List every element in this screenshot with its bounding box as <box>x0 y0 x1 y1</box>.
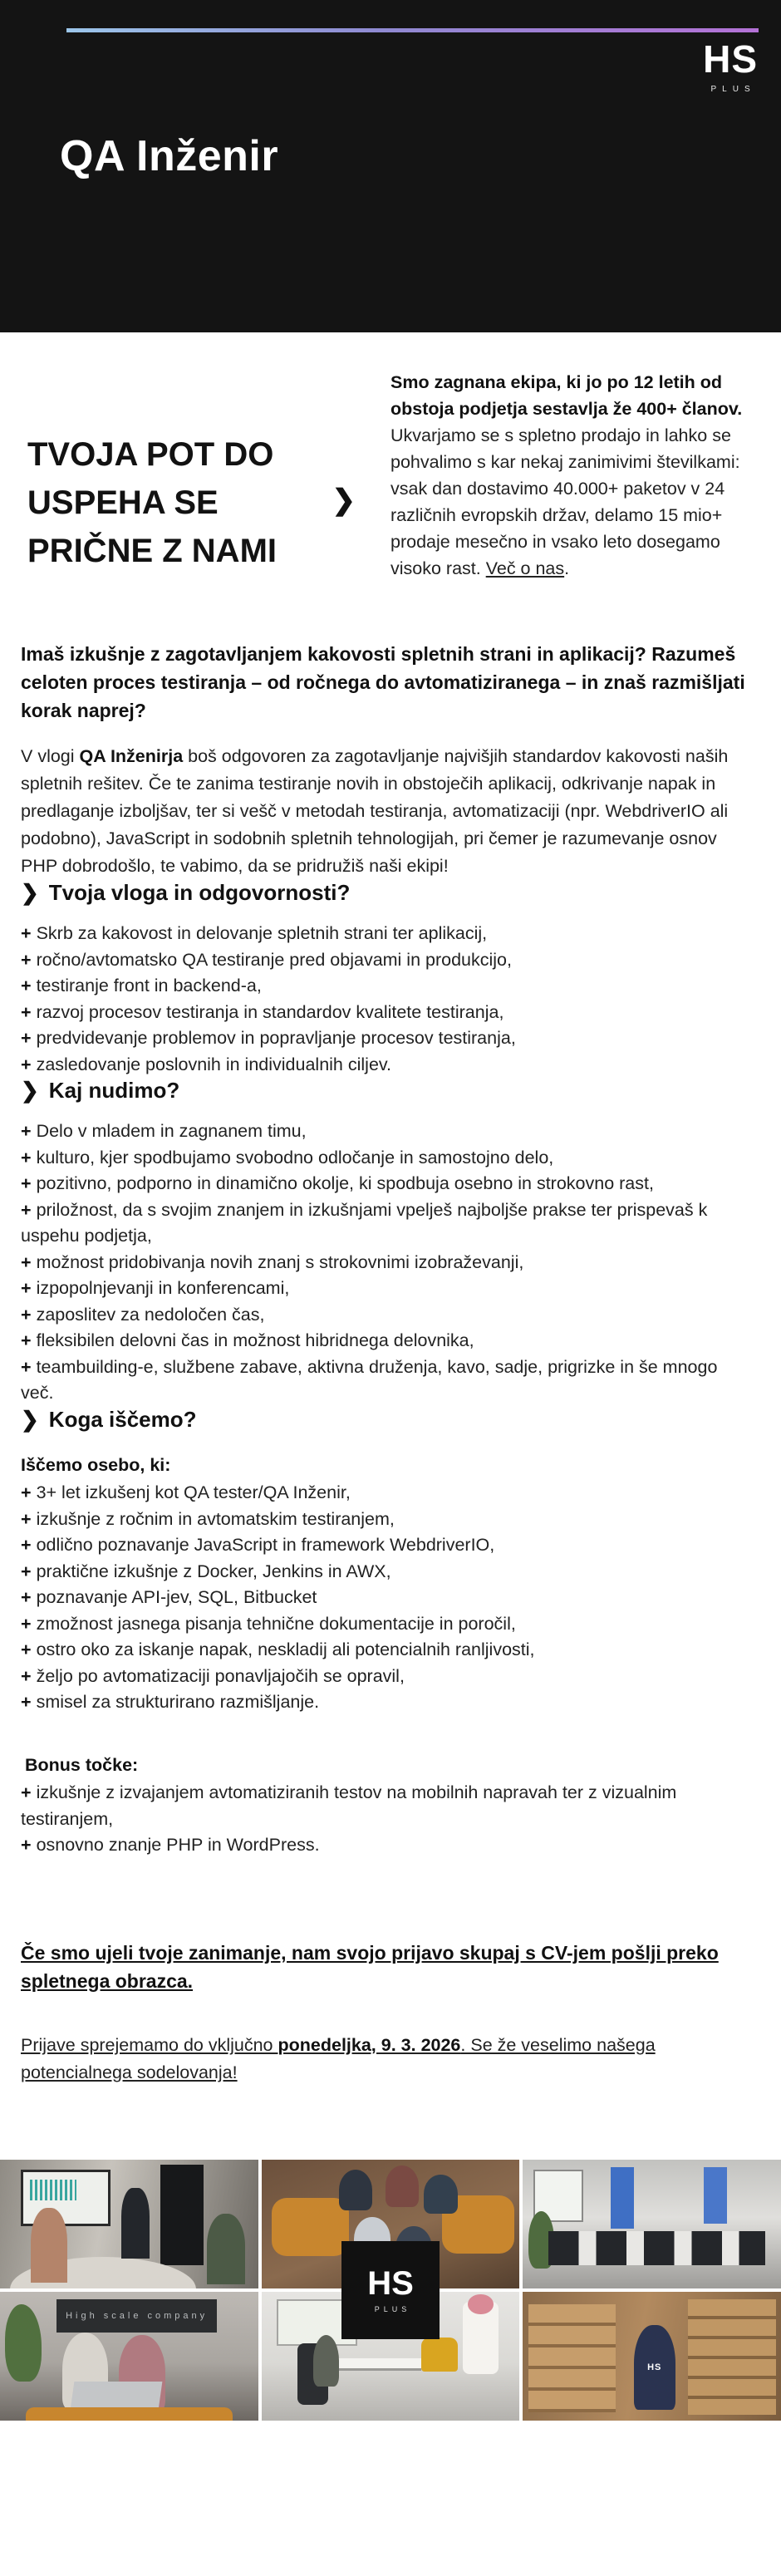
list-item <box>21 1354 754 1407</box>
person-silhouette <box>207 2214 246 2284</box>
role-intro-paragraph <box>21 743 754 880</box>
list-item-text: izpopolnjevanji in konferencami, <box>36 1278 290 1298</box>
list-item <box>21 947 754 974</box>
section-heading-seek-text: Koga iščemo? <box>48 1406 197 1432</box>
warehouse-shelf <box>528 2304 616 2412</box>
bonus-list <box>21 1780 754 1859</box>
seek-list <box>21 1480 754 1716</box>
list-item <box>21 1145 754 1172</box>
list-item-text: priložnost, da s svojim znanjem in izkušnjami vpelješ najboljše prakse ter prispevaš k uspehu podjetja, <box>21 1199 708 1246</box>
company-intro-bold: Smo zagnana ekipa, ki jo po 12 letih od obstoja podjetja sestavlja že 400+ članov. <box>390 372 743 419</box>
section-heading-role-text: Tvoja vloga in odgovornosti? <box>48 880 351 905</box>
list-item <box>21 1832 754 1859</box>
plus-bullet-icon: + <box>21 1199 32 1220</box>
person-silhouette <box>121 2188 150 2259</box>
role-list <box>21 921 754 1078</box>
list-item-text: željo po avtomatizaciji ponavljajočih se opravil, <box>36 1665 405 1686</box>
list-item-text: zaposlitev za nedoločen čas, <box>36 1304 265 1325</box>
list-item <box>21 1276 754 1302</box>
list-item-text: pozitivno, podporno in dinamično okolje, ki spodbuja osebno in strokovno rast, <box>36 1173 654 1193</box>
plus-bullet-icon: + <box>21 1330 32 1350</box>
list-item <box>21 1052 754 1079</box>
presentation-screen <box>21 2170 111 2226</box>
list-item <box>21 1585 754 1611</box>
plus-bullet-icon: + <box>21 1028 32 1048</box>
list-item <box>21 1302 754 1329</box>
chevron-right-icon: ❯ <box>21 1406 39 1432</box>
list-item-text: ostro oko za iskanje napak, neskladij ali potencialnih ranljivosti, <box>36 1639 535 1659</box>
list-item-text: odlično poznavanje JavaScript in framework WebdriverIO, <box>36 1535 495 1555</box>
orange-sofa <box>272 2198 349 2256</box>
list-item-text: možnost pridobivanja novih znanj s strokovnimi izobraževanji, <box>36 1251 524 1272</box>
list-item-text: predvidevanje problemov in popravljanje procesov testiranja, <box>36 1028 516 1048</box>
section-heading-seek <box>21 1407 754 1433</box>
plus-bullet-icon: + <box>21 1147 32 1168</box>
content-column <box>0 369 781 2087</box>
company-logo-text: HS <box>367 2264 414 2302</box>
question-paragraph: Imaš izkušnje z zagotavljanjem kakovosti spletnih strani in aplikacij? Razumeš celoten proces testiranja – od ročnega do avtomatiziranega – in znaš razmišljati korak naprej? <box>21 643 745 721</box>
plus-bullet-icon: + <box>21 1278 32 1298</box>
chevron-right-icon: ❯ <box>332 484 356 516</box>
plus-bullet-icon: + <box>21 1304 32 1325</box>
list-item <box>21 921 754 947</box>
person-silhouette-hoodie <box>634 2325 675 2410</box>
plus-bullet-icon: + <box>21 976 32 995</box>
wall-sign-text: High scale company <box>66 2310 209 2321</box>
page-header <box>0 0 781 332</box>
hero-left-column <box>21 369 390 582</box>
list-item-text: izkušnje z izvajanjem avtomatiziranih testov na mobilnih napravah ter z vizualnim testiranjem, <box>21 1782 677 1829</box>
wall-sign <box>56 2299 217 2333</box>
list-item-text: kulturo, kjer spodbujamo svobodno odločanje in samostojno delo, <box>36 1147 554 1168</box>
list-item <box>21 1780 754 1832</box>
company-intro-paragraph <box>390 369 754 582</box>
plus-bullet-icon: + <box>21 1613 32 1634</box>
list-item <box>21 1250 754 1276</box>
plus-bullet-icon: + <box>21 1639 32 1659</box>
person-silhouette <box>424 2175 457 2214</box>
plus-bullet-icon: + <box>21 1508 32 1529</box>
bonus-heading: Bonus točke: <box>25 1754 139 1775</box>
photo-warehouse-shelves <box>523 2292 781 2421</box>
list-item-text: izkušnje z ročnim in avtomatskim testiranjem, <box>36 1508 395 1529</box>
seek-intro: Iščemo osebo, ki: <box>21 1454 171 1475</box>
plus-bullet-icon: + <box>21 1535 32 1555</box>
photo-gallery <box>0 2160 781 2421</box>
plus-bullet-icon: + <box>21 1054 32 1074</box>
role-intro-post: boš odgovoren za zagotavljanje najvišjih standardov kakovosti naših spletnih rešitev. Če te zanima testiranje novih in obstoječih aplikacij, odkrivanje napak in predlaganje izboljšav, ter si vešč v metodah testiranja, avtomatizaciji (npr. WebdriverIO ali podobno), JavaScript in sodobnih spletnih tehnologijah, pri čemer je razumevanje osnov PHP dobrodošlo, te vabimo, da se pridružiš naši ekipi! <box>21 746 729 876</box>
page-title: QA Inženir <box>60 132 279 180</box>
list-item-text: smisel za strukturirano razmišljanje. <box>36 1692 320 1712</box>
deadline-date: ponedeljka, 9. 3. 2026 <box>278 2034 461 2055</box>
plus-bullet-icon: + <box>21 1356 32 1377</box>
list-item <box>21 1507 754 1533</box>
list-item <box>21 1118 754 1145</box>
list-item <box>21 973 754 1000</box>
list-item <box>21 1611 754 1638</box>
role-intro-pre: V vlogi <box>21 746 80 766</box>
list-item <box>21 1689 754 1716</box>
list-item-text: osnovno znanje PHP in WordPress. <box>36 1835 320 1855</box>
list-item <box>21 1559 754 1585</box>
section-heading-role <box>21 880 754 906</box>
more-about-us-link[interactable]: Več o nas <box>485 558 565 578</box>
plus-bullet-icon: + <box>21 1561 32 1581</box>
person-silhouette <box>386 2166 419 2207</box>
office-plant <box>5 2304 41 2382</box>
hero-heading-line: USPEHA SE <box>27 484 219 521</box>
section-heading-offer <box>21 1078 754 1104</box>
list-item <box>21 1664 754 1690</box>
plus-bullet-icon: + <box>21 1665 32 1686</box>
gallery-center-logo <box>341 2241 440 2339</box>
photo-meeting-presentation <box>0 2160 258 2288</box>
list-item-text: zasledovanje poslovnih in individualnih ciljev. <box>36 1054 392 1074</box>
photo-two-women-laptops <box>0 2292 258 2421</box>
photo-open-office <box>523 2160 781 2288</box>
list-item <box>21 1532 754 1559</box>
plus-bullet-icon: + <box>21 1835 32 1855</box>
company-intro-text: Ukvarjamo se s spletno prodajo in lahko se pohvalimo s kar nekaj zanimivimi številkami: vsak dan dostavimo 40.000+ paketov v 24 različnih evropskih držav, delamo 15 mio+ prodaje mesečno in vsako leto dosegamo visoko rast. <box>390 425 740 578</box>
apply-cta-link[interactable]: Če smo ujeli tvoje zanimanje, nam svojo prijavo skupaj s CV-jem pošlji preko spletnega obrazca. <box>21 1941 719 1992</box>
chevron-right-icon: ❯ <box>21 1078 39 1103</box>
person-silhouette <box>313 2335 339 2387</box>
list-item-text: poznavanje API-jev, SQL, Bitbucket <box>36 1587 317 1607</box>
offer-list <box>21 1118 754 1407</box>
hero-heading-line: PRIČNE Z NAMI <box>27 533 277 569</box>
section-heading-offer-text: Kaj nudimo? <box>48 1078 180 1103</box>
deadline-paragraph <box>21 2032 735 2087</box>
person-silhouette <box>339 2170 372 2211</box>
wall-display <box>611 2167 634 2229</box>
company-logo <box>703 37 758 94</box>
company-logo-subtext: PLUS <box>710 85 756 94</box>
orange-sofa <box>26 2407 233 2421</box>
list-item-text: teambuilding-e, službene zabave, aktivna druženja, kavo, sadje, prigrizke in še mnogo več. <box>21 1356 718 1403</box>
list-item-text: testiranje front in backend-a, <box>36 976 262 995</box>
list-item-text: zmožnost jasnega pisanja tehnične dokumentacije in poročil, <box>36 1613 516 1634</box>
plus-bullet-icon: + <box>21 1251 32 1272</box>
plus-bullet-icon: + <box>21 1001 32 1022</box>
list-item-text: Delo v mladem in zagnanem timu, <box>36 1121 307 1141</box>
wall-display <box>704 2167 727 2224</box>
role-intro-bold: QA Inženirja <box>79 746 184 766</box>
plus-bullet-icon: + <box>21 949 32 970</box>
list-item-text: praktične izkušnje z Docker, Jenkins in AWX, <box>36 1561 391 1581</box>
plus-bullet-icon: + <box>21 1173 32 1193</box>
header-gradient-divider <box>66 28 759 32</box>
rollup-banner <box>160 2165 204 2265</box>
chevron-right-icon: ❯ <box>21 880 39 905</box>
warehouse-shelf <box>688 2299 776 2416</box>
list-item <box>21 1197 754 1250</box>
list-item-text: fleksibilen delovni čas in možnost hibridnega delovnika, <box>36 1330 474 1350</box>
laptop <box>71 2382 162 2410</box>
plus-bullet-icon: + <box>21 1782 32 1802</box>
plus-bullet-icon: + <box>21 1587 32 1607</box>
yellow-chair <box>421 2338 457 2371</box>
list-item <box>21 1171 754 1197</box>
list-item-text: razvoj procesov testiranja in standardov kvalitete testiranja, <box>36 1001 504 1022</box>
plus-bullet-icon: + <box>21 1482 32 1502</box>
desk-row <box>548 2231 765 2264</box>
deadline-pre: Prijave sprejemamo do vključno <box>21 2034 278 2055</box>
list-item-text: ročno/avtomatsko QA testiranje pred objavami in produkcijo, <box>36 949 512 970</box>
company-logo-text: HS <box>703 37 758 81</box>
list-item <box>21 1000 754 1026</box>
company-intro-period: . <box>564 558 570 578</box>
plus-bullet-icon: + <box>21 1692 32 1712</box>
hero-heading-line: TVOJA POT DO <box>27 436 274 473</box>
list-item <box>21 1637 754 1664</box>
hero-section <box>21 369 754 582</box>
list-item-text: 3+ let izkušenj kot QA tester/QA Inženir, <box>36 1482 351 1502</box>
person-silhouette <box>31 2208 66 2283</box>
list-item-text: Skrb za kakovost in delovanje spletnih strani ter aplikacij, <box>36 923 488 943</box>
plus-bullet-icon: + <box>21 923 32 943</box>
hoodie-logo-text: HS <box>647 2362 662 2372</box>
deadline-post: . Se že veselimo našega potencialnega sodelovanja! <box>21 2034 656 2082</box>
company-logo-subtext: PLUS <box>374 2304 411 2313</box>
list-item <box>21 1025 754 1052</box>
list-item <box>21 1328 754 1354</box>
list-item <box>21 1480 754 1507</box>
plus-bullet-icon: + <box>21 1121 32 1141</box>
